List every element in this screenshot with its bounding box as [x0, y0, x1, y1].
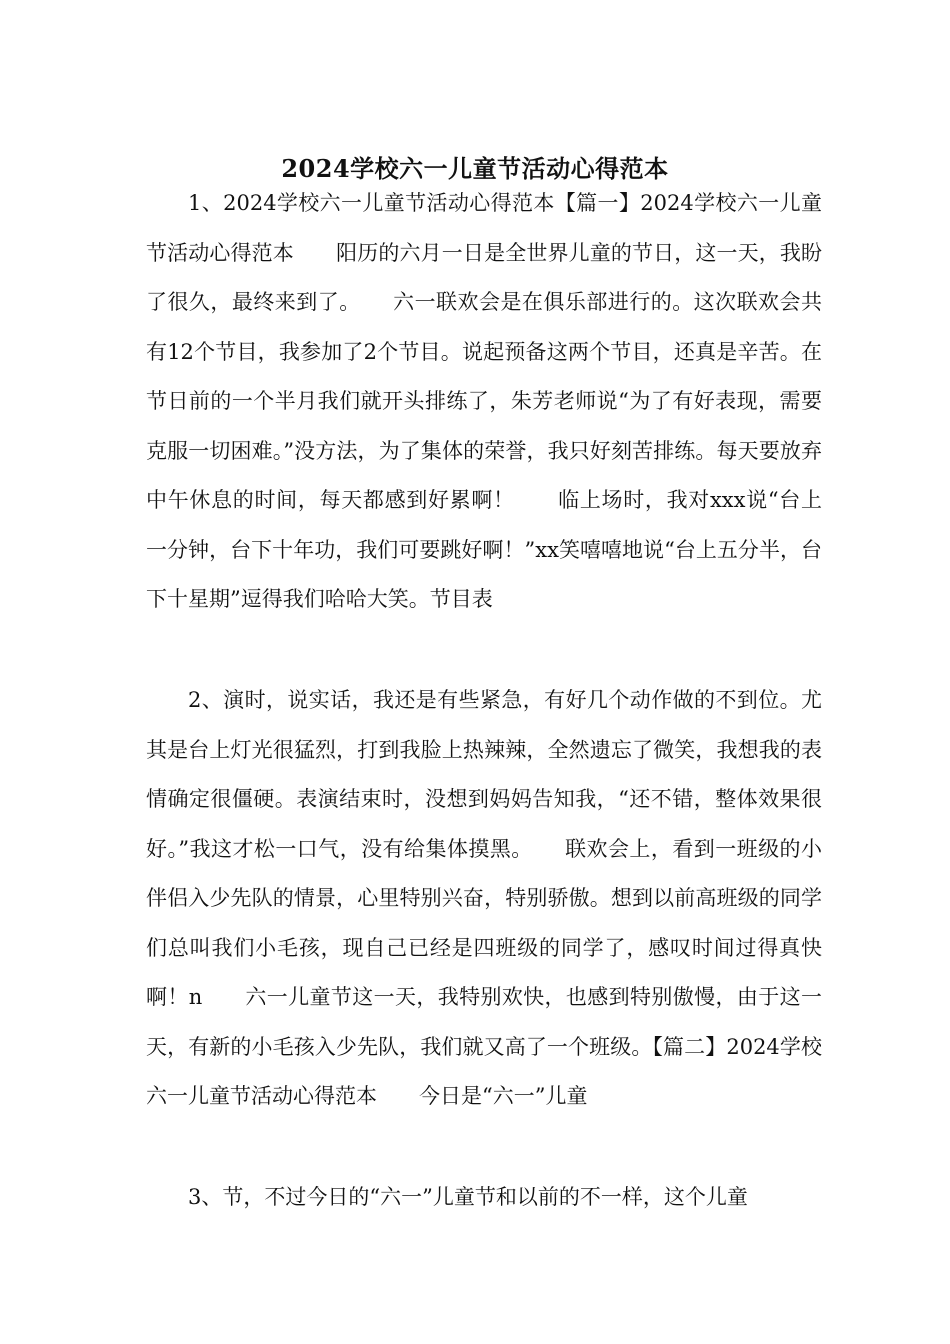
paragraph-2: 2、演时，说实话，我还是有些紧急，有好几个动作做的不到位。尤其是台上灯光很猛烈，打到我脸上热辣辣，全然遗忘了微笑，我想我的表情确定很僵硬。表演结束时，没想到妈妈告知我，“还不错，整体效果很好。”我这才松一口气，没有给集体摸黑。 联欢会上，看到一班级的小伴侣入少先队的情景，心里特别兴奋，特别骄傲。想到以前高班级的同学们总叫我们小毛孩，现自己已经是四班级的同学了，感叹时间过得真快啊！n 六一儿童节这一天，我特别欢快，也感到特别傲慢，由于这一天，有新的小毛孩入少先队，我们就又高了一个班级。【篇二】2024学校六一儿童节活动心得范本 今日是“六一”儿童 — [146, 688, 822, 1108]
paragraph-3: 3、节，不过今日的“六一”儿童节和以前的不一样，这个儿童 — [188, 1185, 748, 1209]
document-title: 2024学校六一儿童节活动心得范本 — [281, 154, 669, 184]
paragraph-1: 1、2024学校六一儿童节活动心得范本【篇一】2024学校六一儿童节活动心得范本 阳历的六月一日是全世界儿童的节日，这一天，我盼了很久，最终来到了。 六一联欢会是在俱乐部进行的。这次联欢会共有12个节目，我参加了2个节目。说起预备这两个节目，还真是辛苦。在节日前的一个半月我们就开头排练了，朱芳老师说“为了有好表现，需要克服一切困难。”没方法，为了集体的荣誉，我只好刻苦排练。每天要放弃中午休息的时间，每天都感到好累啊！ 临上场时，我对xxx说“台上一分钟，台下十年功，我们可要跳好啊！”xx笑嘻嘻地说“台上五分半，台下十星期”逗得我们哈哈大笑。节目表 — [146, 191, 822, 611]
